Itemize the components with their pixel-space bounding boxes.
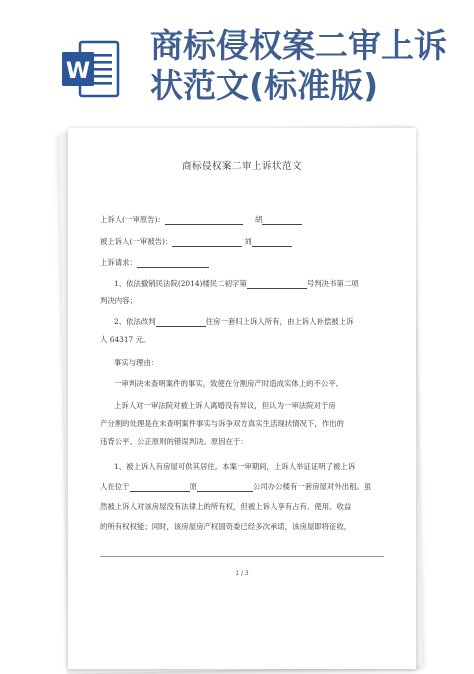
document-title: 商标侵权案二审上诉状范文 — [181, 161, 302, 172]
paragraph-1: 一审判决未查明案件的事实，致使在分割房产时造成实体上的不公平。 — [114, 379, 344, 388]
appellant-line — [100, 215, 400, 225]
request-label: 上诉请求： — [100, 258, 137, 267]
blank-field — [137, 259, 209, 268]
request-1-line-2: 判决内容； — [100, 296, 137, 305]
paragraph-3-line-1: 1、被上诉人有房屋可供其居住。本案一审期间，上诉人举证证明了被上诉 — [114, 462, 356, 471]
paragraph-2-line-2: 产分割的处理是在未查明案件事实与诉争双方真实生活现状情况下，作出的 — [100, 419, 344, 428]
blank-field — [130, 483, 190, 492]
blank-field — [247, 280, 307, 289]
paragraph-3-line-3: 然被上诉人对该房屋没有法律上的所有权，但被上诉人享有占有、使用、收益 — [100, 502, 352, 511]
blank-field — [165, 216, 243, 225]
paragraph-3-line-2: 人在位于 原 公司办公楼有一套房屋对外出租。虽 — [100, 482, 372, 491]
request-2-text: 2、依法改判 — [114, 317, 156, 326]
footer-rule — [100, 556, 384, 557]
blank-field — [172, 238, 242, 247]
request-line — [100, 258, 400, 268]
document-page — [68, 128, 416, 669]
paragraph-3-line-4: 的所有权权能；同时，该房屋房产权国资委已经多次承诺，该房屋即将征收， — [100, 522, 352, 531]
page-title: 商标侵权案二审上诉状范文(标准版) — [150, 26, 447, 105]
word-document-icon — [60, 38, 122, 100]
blank-field — [262, 216, 302, 225]
request-1-line — [100, 279, 400, 289]
request-1-text-cont: 号判决书第二项 — [306, 279, 359, 288]
page-number: 1 / 3 — [235, 570, 249, 577]
blank-field — [197, 483, 253, 492]
word-icon-letter: W — [65, 59, 91, 84]
paragraph-2-line-1: 上诉人对一审法院对被上诉人离婚没有异议，但认为一审法院对于房 — [114, 401, 336, 410]
request-2-line-2: 人 64317 元。 — [100, 335, 151, 344]
blank-field — [156, 318, 206, 327]
request-2-line — [100, 317, 400, 327]
appellee-line — [100, 237, 400, 247]
appellee-surname: 刘 — [244, 237, 252, 246]
blank-field — [252, 238, 292, 247]
appellant-surname: 胡 — [254, 215, 263, 224]
facts-label: 事实与理由： — [114, 358, 159, 367]
request-2-text-cont: 住房一套归上诉人所有，由上诉人补偿被上诉 — [205, 317, 354, 326]
banner — [0, 0, 474, 110]
paragraph-2-line-3: 违背公平、公正原则的错误判决。原因在于： — [100, 437, 248, 446]
appellee-label: 被上诉人(一审被告)： — [100, 237, 173, 246]
request-1-text: 1、依法撤销民法院(2014)楼民二初字第 — [114, 279, 247, 288]
appellant-label: 上诉人(一审原告)： — [100, 215, 165, 224]
